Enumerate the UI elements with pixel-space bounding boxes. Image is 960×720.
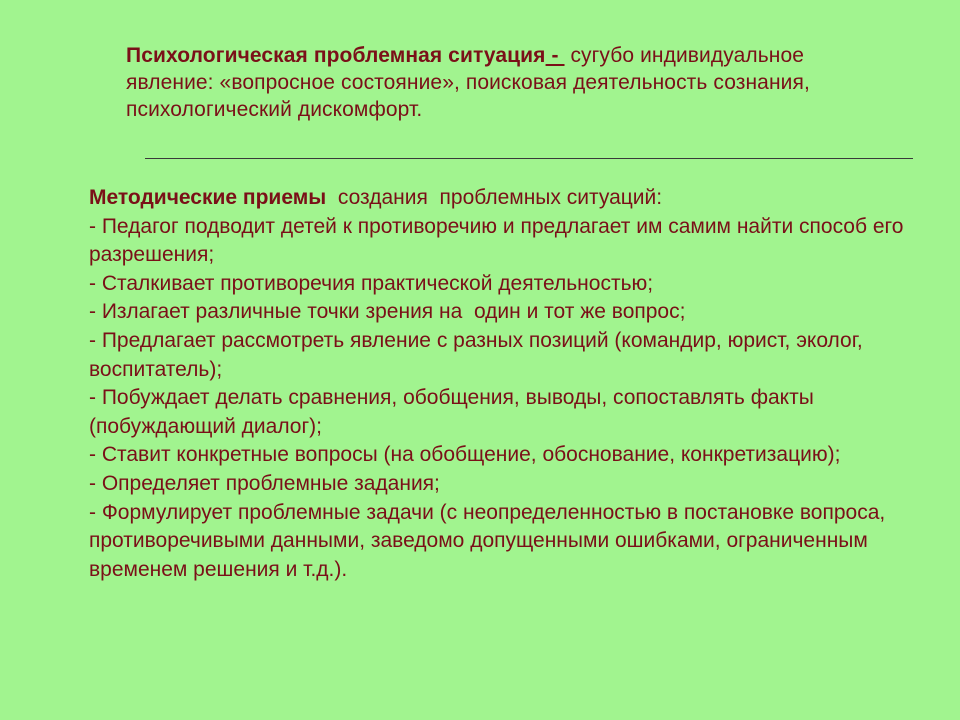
method-item: - Сталкивает противоречия практической деятельностью; [89,271,654,295]
definition-text: сугубо индивидуальное явление: «вопросное состояние», поисковая деятельность сознания, психологический дискомфорт. [126,44,810,121]
method-item: - Побуждает делать сравнения, обобщения, выводы, сопоставлять факты (побуждающий диалог); [89,386,820,438]
definition-paragraph [126,42,886,123]
methods-heading [89,184,919,213]
method-item: - Педагог подводит детей к противоречию и предлагает им самим найти способ его разрешения; [89,214,910,267]
definition-dash: - [545,44,565,67]
definition-term: Психологическая проблемная ситуация [126,44,546,67]
method-item: - Излагает различные точки зрения на один и тот же вопрос; [89,300,686,324]
method-item: - Предлагает рассмотреть явление с разных позиций (командир, юрист, эколог, воспитатель); [89,328,869,381]
methods-block [89,184,919,584]
method-item: - Определяет проблемные задания; [89,471,440,495]
method-item: - Формулирует проблемные задачи (с неопределенностью в постановке вопроса, противоречивыми данными, заведомо допущенными ошибками, ограниченным временем решения и т.д.). [89,500,892,581]
methods-heading-rest: создания проблемных ситуаций: [326,186,663,209]
divider-line [145,158,913,159]
methods-heading-bold: Методические приемы [89,186,327,209]
method-item: - Ставит конкретные вопросы (на обобщение, обоснование, конкретизацию); [89,443,841,467]
